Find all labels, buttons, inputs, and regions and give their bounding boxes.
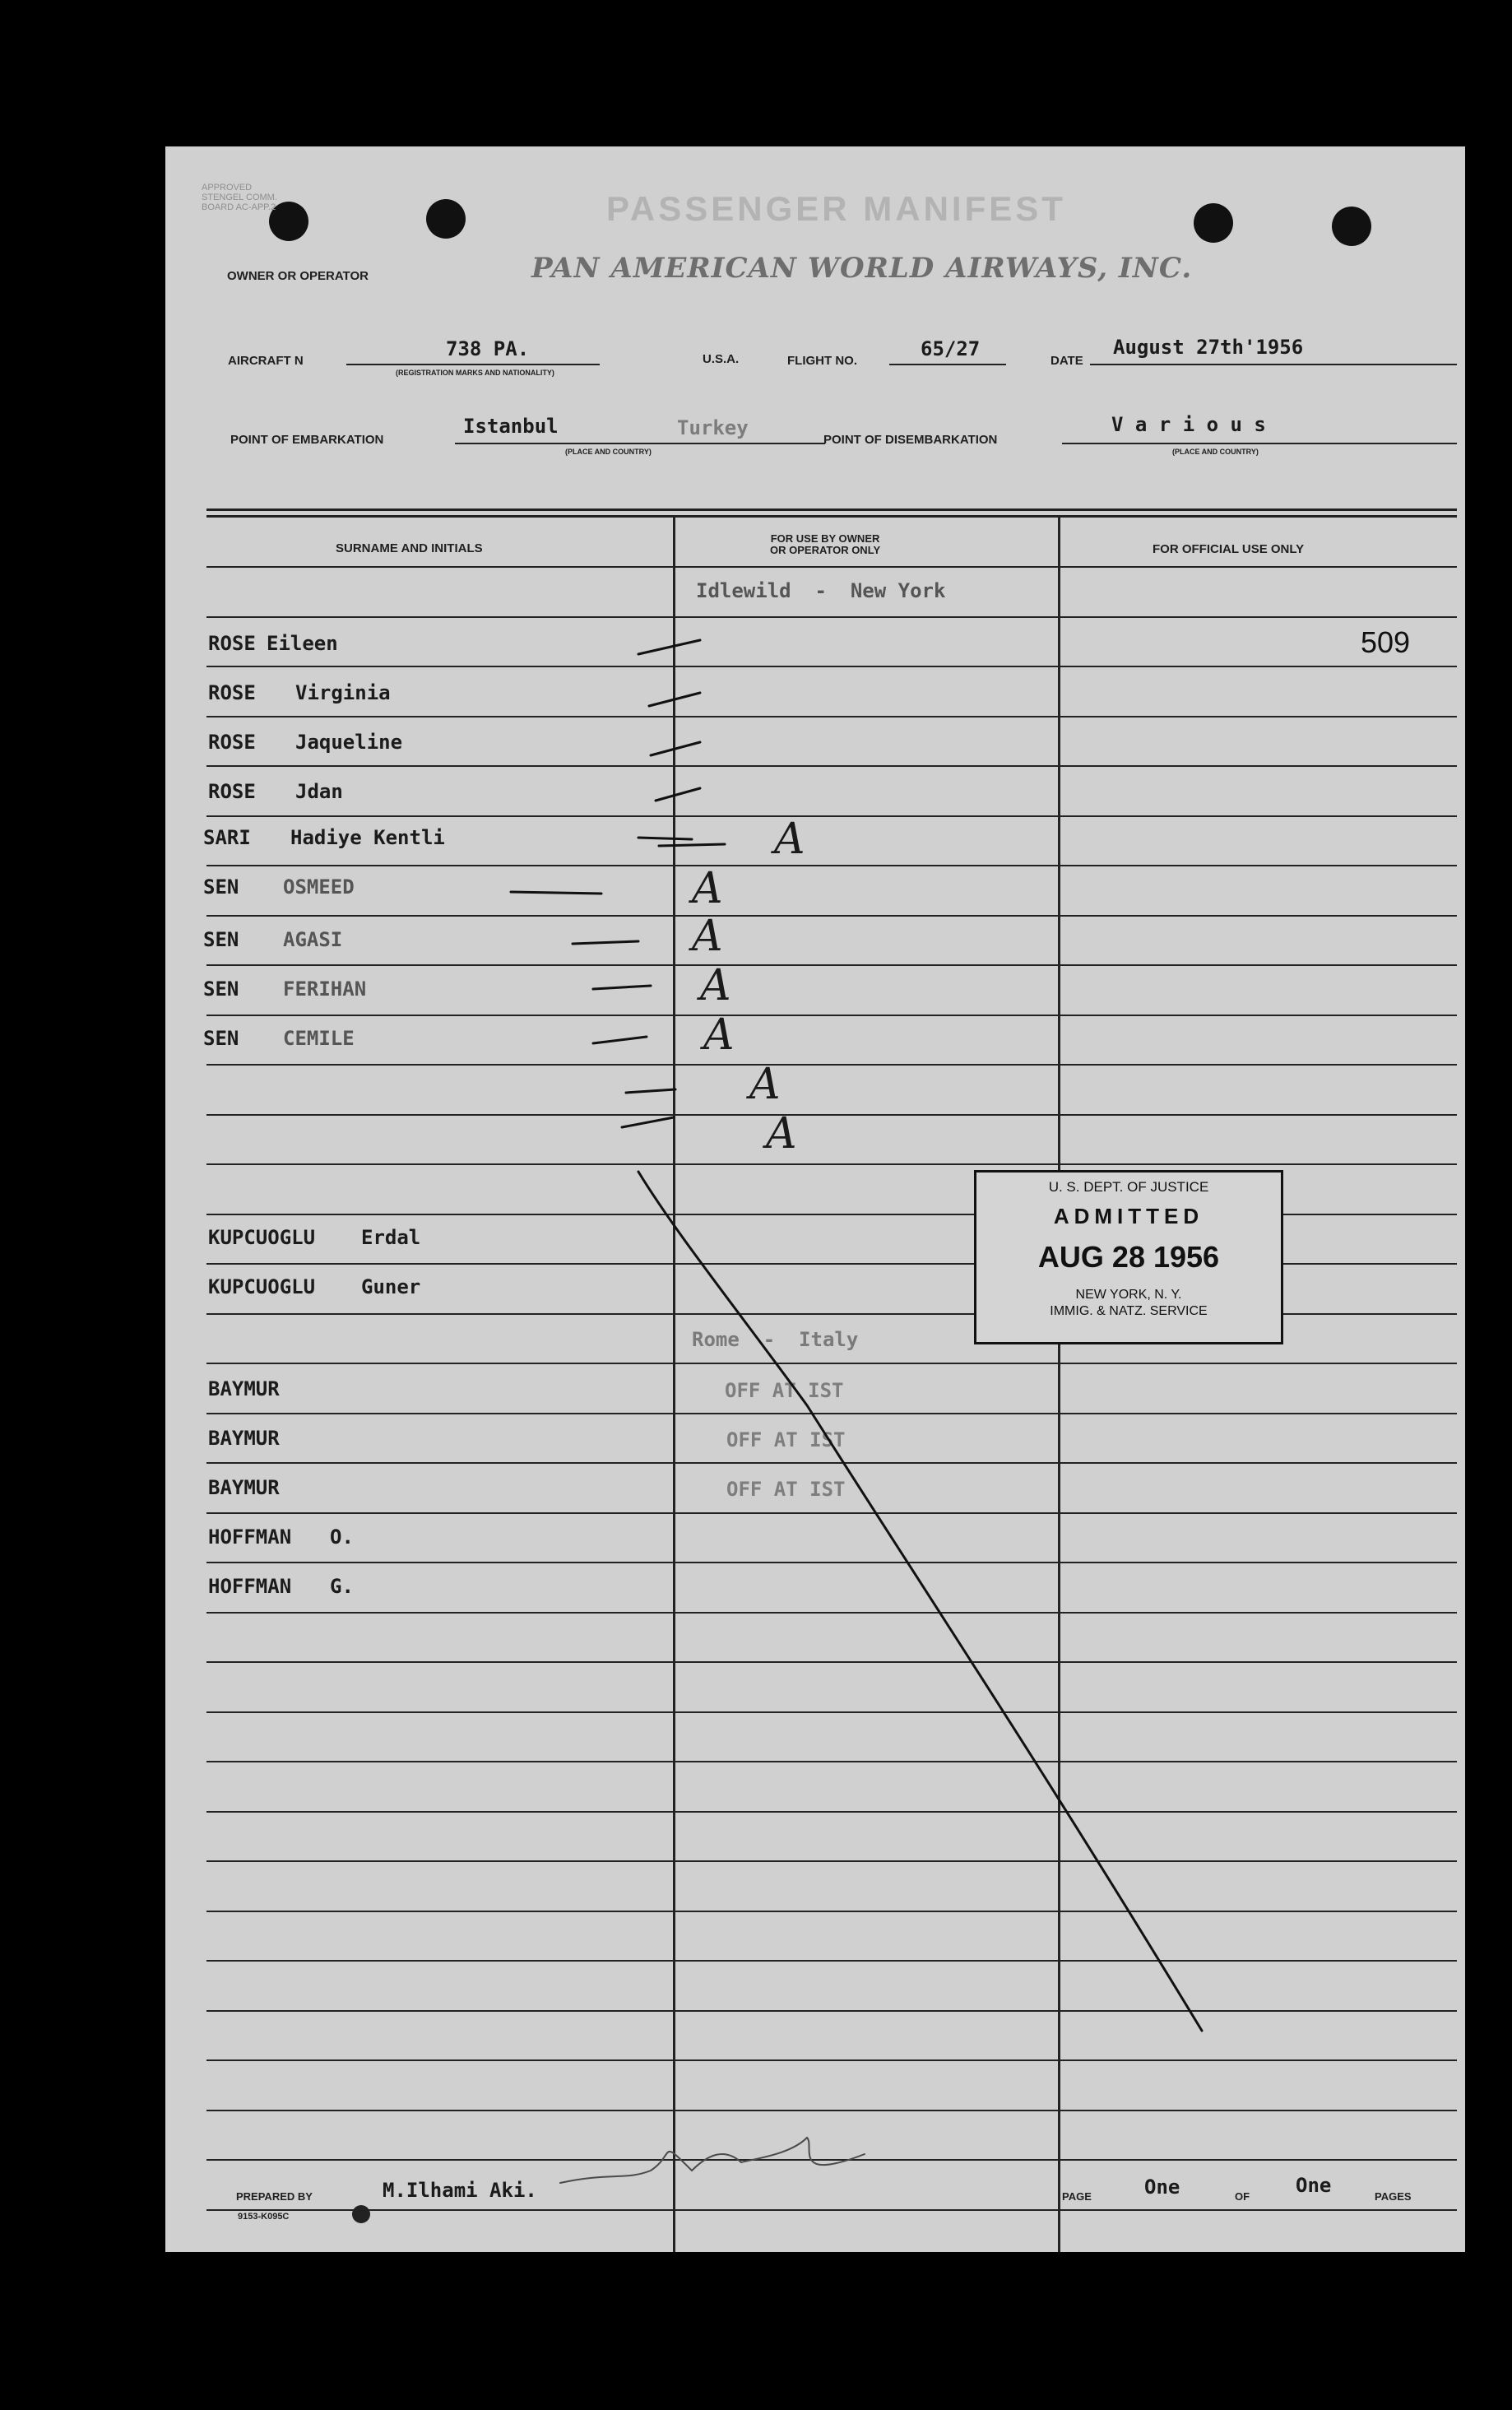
handwritten-mark: A <box>774 815 805 864</box>
official-use-header: FOR OFFICIAL USE ONLY <box>1153 542 1305 556</box>
form-number: 9153-K095C <box>238 2212 290 2222</box>
embark-label: POINT OF EMBARKATION <box>230 433 384 447</box>
passenger-given: Jaqueline <box>295 731 403 754</box>
passenger-surname: KUPCUOGLU <box>208 1226 316 1249</box>
approval-note: APPROVED STENGEL COMM. BOARD AC-APP.2 <box>202 183 277 212</box>
passenger-given: AGASI <box>283 928 343 951</box>
passenger-given: Guner <box>361 1275 421 1298</box>
passenger-surname: SEN <box>203 928 239 951</box>
passenger-surname: BAYMUR <box>208 1476 280 1499</box>
page-value: One <box>1144 2176 1180 2199</box>
passenger-surname: HOFFMAN <box>208 1575 292 1598</box>
section1-destination: Idlewild - New York <box>696 579 946 602</box>
stamp-service: IMMIG. & NATZ. SERVICE <box>1050 1304 1208 1318</box>
disembark-sublabel: (PLACE AND COUNTRY) <box>1172 448 1259 456</box>
prepared-label: PREPARED BY <box>236 2190 313 2203</box>
stamp-admitted: ADMITTED <box>1053 1204 1204 1228</box>
passenger-given: Jdan <box>295 780 343 803</box>
handwritten-mark: A <box>692 864 723 913</box>
stamp-city: NEW YORK, N. Y. <box>1075 1288 1182 1302</box>
passenger-surname: SEN <box>203 977 239 1001</box>
flight-prefix: U.S.A. <box>703 352 740 366</box>
passenger-given: Eileen <box>267 632 338 655</box>
passenger-given: Erdal <box>361 1226 421 1249</box>
passenger-given: Virginia <box>295 681 391 704</box>
owner-value: PAN AMERICAN WORLD AIRWAYS, INC. <box>531 252 1193 285</box>
passenger-surname: SARI <box>203 826 251 849</box>
passenger-surname: HOFFMAN <box>208 1525 292 1549</box>
passenger-given: OSMEED <box>283 875 355 899</box>
embark-sublabel: (PLACE AND COUNTRY) <box>565 448 652 456</box>
embark-city: Istanbul <box>463 415 559 438</box>
passenger-surname: BAYMUR <box>208 1377 280 1400</box>
disembark-value: V a r i o u s <box>1111 413 1266 436</box>
passenger-surname: KUPCUOGLU <box>208 1275 316 1298</box>
union-bug-seal <box>352 2205 370 2223</box>
passenger-surname: ROSE <box>208 731 256 754</box>
of-label: OF <box>1235 2190 1250 2203</box>
flight-label: FLIGHT NO. <box>787 354 857 368</box>
passenger-note: OFF AT IST <box>725 1379 844 1402</box>
passenger-surname: ROSE <box>208 780 256 803</box>
passenger-surname: BAYMUR <box>208 1427 280 1450</box>
manifest-page <box>165 146 1465 2252</box>
passenger-given: Hadiye Kentli <box>290 826 445 849</box>
flight-value: 65/27 <box>921 337 981 360</box>
embark-country: Turkey <box>677 416 749 439</box>
date-value: August 27th'1956 <box>1113 336 1304 359</box>
admitted-stamp <box>974 1170 1283 1344</box>
page-label: PAGE <box>1062 2190 1092 2203</box>
pages-label: PAGES <box>1375 2190 1412 2203</box>
passenger-surname: ROSE <box>208 632 256 655</box>
handwritten-mark: A <box>766 1109 797 1159</box>
handwritten-mark: A <box>749 1060 781 1109</box>
stamp-agency: U. S. DEPT. OF JUSTICE <box>1048 1179 1209 1195</box>
passenger-surname: SEN <box>203 875 239 899</box>
section2-destination: Rome - Italy <box>692 1328 859 1351</box>
aircraft-value: 738 PA. <box>446 337 530 360</box>
prepared-value: M.Ilhami Aki. <box>383 2179 537 2202</box>
disembark-label: POINT OF DISEMBARKATION <box>823 433 998 447</box>
handwritten-mark: A <box>703 1010 735 1060</box>
passenger-given: CEMILE <box>283 1027 355 1050</box>
handwritten-mark: A <box>700 961 731 1010</box>
aircraft-label: AIRCRAFT N <box>228 354 304 368</box>
passenger-surname: SEN <box>203 1027 239 1050</box>
passenger-note: OFF AT IST <box>726 1478 846 1501</box>
official-number: 509 <box>1361 625 1411 659</box>
handwritten-mark: A <box>692 912 723 961</box>
surname-header: SURNAME AND INITIALS <box>336 541 483 555</box>
passenger-given: G. <box>330 1575 354 1598</box>
owner-label: OWNER OR OPERATOR <box>227 269 369 283</box>
aircraft-sublabel: (REGISTRATION MARKS AND NATIONALITY) <box>396 369 554 377</box>
of-value: One <box>1296 2174 1332 2197</box>
date-label: DATE <box>1051 354 1083 368</box>
stamp-date: AUG 28 1956 <box>1037 1240 1220 1274</box>
manifest-title: PASSENGER MANIFEST <box>606 189 1066 228</box>
passenger-surname: ROSE <box>208 681 256 704</box>
passenger-given: O. <box>330 1525 354 1549</box>
passenger-given: FERIHAN <box>283 977 367 1001</box>
owner-use-header: FOR USE BY OWNER OR OPERATOR ONLY <box>770 532 881 556</box>
passenger-note: OFF AT IST <box>726 1428 846 1451</box>
